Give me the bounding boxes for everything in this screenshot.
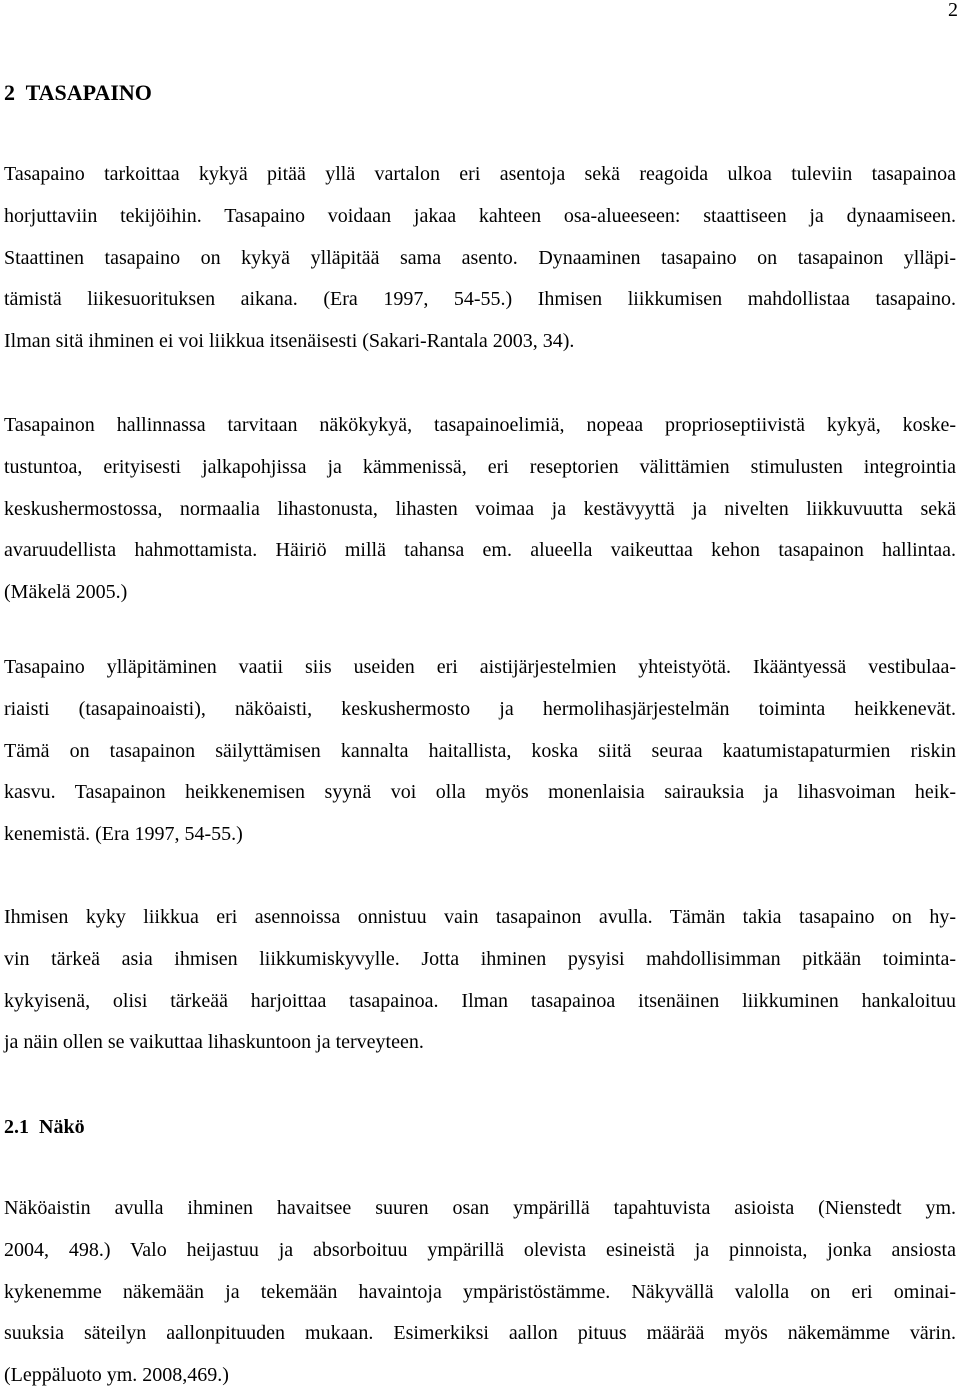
text-line: Tasapaino ylläpitäminen vaatii siis useiden eri aistijärjestelmien yhteistyötä. Ikääntyessä vestibulaa- (4, 656, 956, 678)
text-line: Staattinen tasapaino on kykyä ylläpitää sama asento. Dynaaminen tasapaino on tasapainon ylläpi- (4, 246, 956, 269)
text-line: (Leppäluoto ym. 2008,469.) (4, 1364, 229, 1387)
paragraph-balance-maintenance (4, 647, 956, 856)
text-line: kykyisenä, olisi tärkeää harjoittaa tasapainoa. Ilman tasapainoa itsenäinen liikkuminen hankaloituu (4, 989, 956, 1012)
text-line: Tasapaino tarkoittaa kykyä pitää yllä vartalon eri asentoja sekä reagoida ulkoa tuleviin tasapainoa (4, 163, 956, 185)
section-heading: 2 TASAPAINO (4, 80, 152, 105)
text-line: keskushermostossa, normaalia lihastonusta, lihasten voimaa ja kestävyyttä ja nivelten liikkuvuutta sekä (4, 497, 956, 520)
text-line: Tämä on tasapainon säilyttämisen kannalta haitallista, koska siitä seuraa kaatumistapaturmien riskin (4, 739, 956, 762)
paragraph-vision (4, 1188, 956, 1397)
text-line: tustuntoa, erityisesti jalkapohjissa ja kämmenissä, eri reseptorien välittämien stimulusten integrointia (4, 455, 956, 478)
text-line: horjuttaviin tekijöihin. Tasapaino voidaan jakaa kahteen osa-alueeseen: staattiseen ja dynaamiseen. (4, 204, 956, 227)
text-line: Näköaistin avulla ihminen havaitsee suuren osan ympärillä tapahtuvista asioista (Nienstedt ym. (4, 1197, 956, 1219)
text-line: (Mäkelä 2005.) (4, 581, 128, 604)
text-line: kykenemme näkemään ja tekemään havaintoja ympäristöstämme. Näkyvällä valolla on eri ominai- (4, 1280, 956, 1303)
text-line: kasvu. Tasapainon heikkenemisen syynä voi olla myös monenlaisia sairauksia ja lihasvoiman heik- (4, 781, 956, 804)
text-line: Tasapainon hallinnassa tarvitaan näkökykyä, tasapainoelimiä, nopeaa proprioseptiivistä kykyä, koske- (4, 414, 956, 436)
text-line: suuksia säteilyn aallonpituuden mukaan. Esimerkiksi aallon pituus määrää myös näkemämme värin. (4, 1322, 956, 1345)
text-line: Ihmisen kyky liikkua eri asennoissa onnistuu vain tasapainon avulla. Tämän takia tasapaino on hy- (4, 906, 956, 928)
paragraph-movement-ability (4, 897, 956, 1064)
text-line: riaisti (tasapainoaisti), näköaisti, keskushermosto ja hermolihasjärjestelmän toiminta heikkenevät. (4, 697, 956, 720)
page-number: 2 (948, 0, 958, 21)
text-line: vin tärkeä asia ihmisen liikkumiskyvylle. Jotta ihminen pysyisi mahdollisimman pitkään toiminta- (4, 947, 956, 970)
paragraph-balance-control (4, 405, 956, 614)
subsection-heading: 2.1 Näkö (4, 1116, 85, 1138)
text-line: Ilman sitä ihminen ei voi liikkua itsenäisesti (Sakari-Rantala 2003, 34). (4, 330, 575, 353)
text-line: kenemistä. (Era 1997, 54-55.) (4, 823, 243, 846)
paragraph-balance-definition (4, 154, 956, 363)
text-line: 2004, 498.) Valo heijastuu ja absorboituu ympärillä olevista esineistä ja pinnoista, jonka ansiosta (4, 1238, 956, 1261)
text-line: avaruudellista hahmottamista. Häiriö millä tahansa em. alueella vaikeuttaa kehon tasapainon hallintaa. (4, 539, 956, 562)
text-line: ja näin ollen se vaikuttaa lihaskuntoon ja terveyteen. (4, 1031, 424, 1054)
text-line: tämistä liikesuorituksen aikana. (Era 1997, 54-55.) Ihmisen liikkumisen mahdollistaa tasapaino. (4, 288, 956, 311)
